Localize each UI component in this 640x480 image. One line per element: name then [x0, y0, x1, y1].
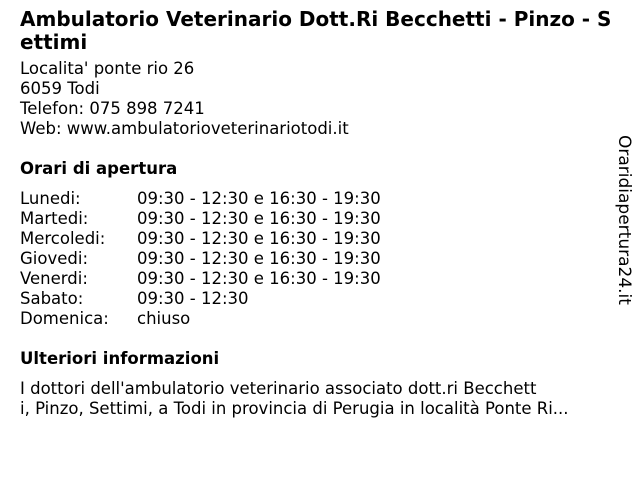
hours-row-lunedi: [20, 189, 620, 209]
hours-day: Giovedi:: [20, 249, 88, 268]
hours-day: Mercoledi:: [20, 229, 106, 248]
hours-row-domenica: [20, 309, 620, 329]
hours-time: 09:30 - 12:30: [137, 289, 249, 308]
phone-number[interactable]: Telefon: 075 898 7241: [20, 99, 205, 118]
hours-day: Sabato:: [20, 289, 84, 308]
hours-day: Domenica:: [20, 309, 109, 328]
opening-hours-table: [20, 189, 620, 329]
hours-day: Venerdi:: [20, 269, 88, 288]
business-card: [20, 8, 620, 419]
hours-time: 09:30 - 12:30 e 16:30 - 19:30: [137, 209, 381, 228]
hours-row-giovedi: [20, 249, 620, 269]
hours-row-venerdi: [20, 269, 620, 289]
hours-time: 09:30 - 12:30 e 16:30 - 19:30: [137, 229, 381, 248]
more-info-heading: Ulteriori informazioni: [20, 349, 220, 368]
hours-row-martedi: [20, 209, 620, 229]
opening-hours-heading: Orari di apertura: [20, 159, 178, 178]
more-info-line: i, Pinzo, Settimi, a Todi in provincia di Perugia in località Ponte Ri...: [20, 399, 569, 418]
hours-time: 09:30 - 12:30 e 16:30 - 19:30: [137, 189, 381, 208]
street-address: Localita' ponte rio 26: [20, 59, 195, 78]
hours-day: Martedi:: [20, 209, 89, 228]
hours-time: 09:30 - 12:30 e 16:30 - 19:30: [137, 249, 381, 268]
site-brand-watermark: Oraridiapertura24.it: [614, 135, 634, 305]
website-link[interactable]: Web: www.ambulatorioveterinariotodi.it: [20, 119, 349, 138]
city-address: 6059 Todi: [20, 79, 100, 98]
hours-row-mercoledi: [20, 229, 620, 249]
more-info-line: I dottori dell'ambulatorio veterinario associato dott.ri Becchett: [20, 379, 537, 398]
address-block: [20, 59, 620, 139]
hours-time: chiuso: [137, 309, 191, 328]
hours-time: 09:30 - 12:30 e 16:30 - 19:30: [137, 269, 381, 288]
more-info-text: [20, 379, 610, 419]
hours-day: Lunedi:: [20, 189, 81, 208]
business-title: Ambulatorio Veterinario Dott.Ri Becchetti - Pinzo - Settimi: [20, 7, 612, 54]
hours-row-sabato: [20, 289, 620, 309]
